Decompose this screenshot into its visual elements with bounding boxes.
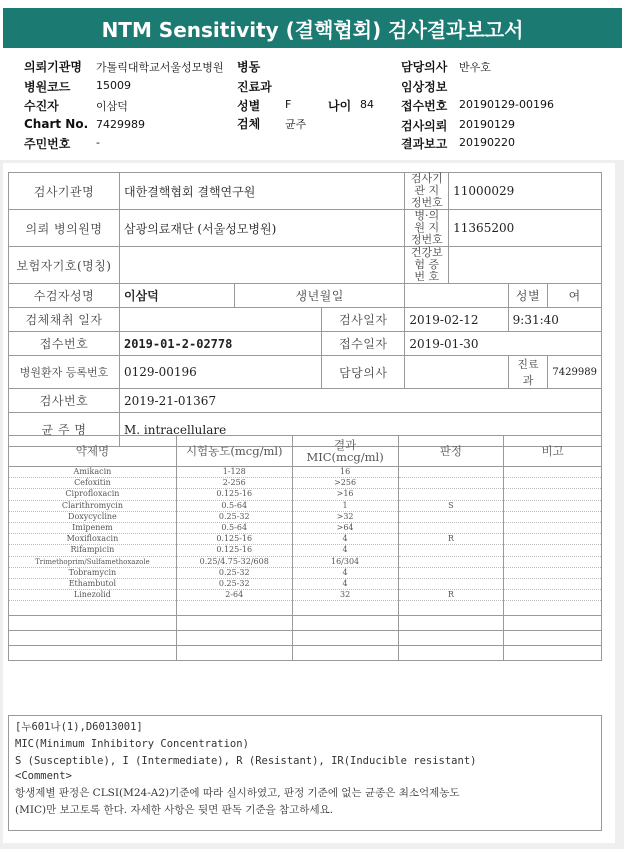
lab-name-value: 대한결핵협회 결핵연구원 (119, 173, 404, 210)
blank-cell (292, 616, 398, 631)
collector-value: 이삼덕 (96, 100, 128, 113)
request-date: 20190129 (459, 118, 515, 131)
notes-comment-line2: (MIC)만 보고토록 한다. 자세한 사항은 뒷면 판독 기준을 참고하세요. (15, 804, 334, 816)
dept-label: 진료과 (508, 356, 548, 389)
age-value: 84 (360, 98, 374, 111)
remark (504, 500, 602, 511)
drug-row (9, 534, 602, 545)
notes-box (8, 715, 602, 831)
notes-code: [누601나(1),D6013001] (15, 721, 143, 733)
strain-value: M. intracellulare (119, 413, 601, 447)
lab-name-label: 검사기관명 (9, 173, 120, 210)
drug-name: Amikacin (9, 467, 177, 478)
test-range: 0.125-16 (176, 545, 292, 556)
mic-header (292, 436, 398, 467)
test-range: 0.5-64 (176, 522, 292, 533)
hospital-code-value: 15009 (96, 79, 131, 92)
drug-name: Ethambutol (9, 578, 177, 589)
mic-header-bottom: MIC(mcg/ml) (306, 450, 384, 464)
mic-value: >32 (292, 511, 398, 522)
mic-value: >256 (292, 478, 398, 489)
blank-row (9, 646, 602, 661)
blank-cell (176, 631, 292, 646)
mic-value: 32 (292, 590, 398, 601)
hospital-code-label: 병원코드 (24, 80, 71, 94)
blank-cell (9, 646, 177, 661)
patient-info-table (8, 172, 602, 447)
drug-row (9, 511, 602, 522)
test-no-value: 2019-21-01367 (119, 389, 601, 413)
notes-comment-label: <Comment> (15, 770, 72, 782)
mic-value: >64 (292, 522, 398, 533)
patient-reg-value: 0129-00196 (119, 356, 321, 389)
remark (504, 534, 602, 545)
mic-value: 4 (292, 545, 398, 556)
drug-name: Imipenem (9, 522, 177, 533)
report-title: NTM Sensitivity (결핵협회) 검사결과보고서 (3, 8, 622, 48)
interpretation (398, 489, 504, 500)
drug-name: Cefoxitin (9, 478, 177, 489)
drug-row (9, 467, 602, 478)
mic-value: 16 (292, 467, 398, 478)
blank-cell (504, 601, 602, 616)
range-header: 시험농도(mcg/ml) (176, 436, 292, 467)
insured-label: 보험자기호(명칭) (9, 247, 120, 284)
interpretation: R (398, 534, 504, 545)
drug-name: Tobramycin (9, 567, 177, 578)
remark (504, 522, 602, 533)
mic-value: >16 (292, 489, 398, 500)
report-header (0, 50, 624, 160)
notes-legend: S (Susceptible), I (Intermediate), R (Resistant), IR(Inducible resistant) (15, 755, 477, 767)
drug-row (9, 500, 602, 511)
test-range: 0.25-32 (176, 578, 292, 589)
hospital-designation-value: 11365200 (449, 210, 602, 247)
interpretation (398, 545, 504, 556)
remark (504, 545, 602, 556)
lab-designation-label: 검사기관 지정번호 (405, 173, 449, 210)
dept-value: 7429989 (548, 356, 602, 389)
insured-value (119, 247, 404, 284)
resident-no-value: - (96, 136, 100, 149)
receipt-no-label: 접수번호 (401, 99, 448, 113)
remark (504, 578, 602, 589)
patient-reg-label: 병원환자 등록번호 (9, 356, 120, 389)
drug-sensitivity-table (8, 435, 602, 661)
remark (504, 511, 602, 522)
interpretation (398, 522, 504, 533)
blank-row (9, 631, 602, 646)
drug-row (9, 489, 602, 500)
hospital-designation-label: 병·의원 지정번호 (405, 210, 449, 247)
health-insurance-value (449, 247, 602, 284)
mic-value: 4 (292, 567, 398, 578)
drug-name: Linezolid (9, 590, 177, 601)
blank-cell (9, 601, 177, 616)
specimen-label: 검체 (237, 117, 261, 131)
strain-label: 균 주 명 (9, 413, 120, 447)
drug-row (9, 522, 602, 533)
collection-date-value (119, 308, 321, 332)
blank-cell (9, 631, 177, 646)
sex-value-cell: 여 (548, 284, 602, 308)
doctor-value: 반우호 (459, 61, 491, 74)
blank-cell (504, 616, 602, 631)
drug-row (9, 567, 602, 578)
blank-cell (176, 646, 292, 661)
department-label: 진료과 (237, 80, 272, 94)
doctor-label: 담당의사 (401, 60, 448, 74)
mic-value: 16/304 (292, 556, 398, 567)
interpretation (398, 511, 504, 522)
drug-row (9, 478, 602, 489)
chart-no-label: Chart No. (24, 117, 89, 131)
drug-row (9, 578, 602, 589)
blank-cell (398, 616, 504, 631)
birth-value (405, 284, 508, 308)
blank-cell (398, 601, 504, 616)
receipt-date-label: 접수일자 (322, 332, 405, 356)
blank-cell (176, 616, 292, 631)
drug-name: Clarithromycin (9, 500, 177, 511)
remark (504, 590, 602, 601)
report-date: 20190220 (459, 136, 515, 149)
test-range: 0.125-16 (176, 489, 292, 500)
resident-no-label: 주민번호 (24, 137, 71, 151)
sex-label-cell: 성별 (508, 284, 548, 308)
interpretation (398, 578, 504, 589)
test-range: 1-128 (176, 467, 292, 478)
blank-row (9, 601, 602, 616)
drug-row (9, 545, 602, 556)
drug-name: Ciprofloxacin (9, 489, 177, 500)
mic-value: 4 (292, 578, 398, 589)
receipt-no-value: 20190129-00196 (459, 98, 554, 111)
test-range: 0.25-32 (176, 567, 292, 578)
test-date-value: 2019-02-12 (405, 308, 508, 332)
receipt-date-value: 2019-01-30 (405, 332, 602, 356)
interp-header: 판정 (398, 436, 504, 467)
requesting-hospital-value: 삼광의료재단 (서울성모병원) (119, 210, 404, 247)
drug-row (9, 590, 602, 601)
clinical-label: 임상정보 (401, 80, 448, 94)
notes-mic-definition: MIC(Minimum Inhibitory Concentration) (15, 738, 249, 750)
institution-value: 가톨릭대학교서울성모병원 (96, 61, 224, 74)
blank-cell (504, 631, 602, 646)
collection-date-label: 검체채취 일자 (9, 308, 120, 332)
report-label: 결과보고 (401, 137, 448, 151)
drug-name: Trimethoprim/Sulfamethoxazole (9, 556, 177, 567)
drug-name: Moxifloxacin (9, 534, 177, 545)
patient-name-label: 수검자성명 (9, 284, 120, 308)
blank-cell (398, 646, 504, 661)
test-no-label: 검사번호 (9, 389, 120, 413)
blank-row (9, 616, 602, 631)
requesting-hospital-label: 의뢰 병의원명 (9, 210, 120, 247)
birth-label: 생년월일 (235, 284, 405, 308)
interpretation (398, 467, 504, 478)
test-range: 2-256 (176, 478, 292, 489)
age-label: 나이 (328, 99, 352, 113)
blank-cell (292, 646, 398, 661)
ward-label: 병동 (237, 60, 261, 74)
doctor-label-cell: 담당의사 (322, 356, 405, 389)
receipt-no-label-cell: 접수번호 (9, 332, 120, 356)
test-range: 0.125-16 (176, 534, 292, 545)
collector-label: 수진자 (24, 99, 59, 113)
test-range: 0.25/4.75-32/608 (176, 556, 292, 567)
drug-header: 약제명 (9, 436, 177, 467)
remark (504, 567, 602, 578)
interpretation (398, 556, 504, 567)
institution-label: 의뢰기관명 (24, 60, 82, 74)
patient-name-value: 이삼덕 (119, 284, 234, 308)
doctor-value-cell (405, 356, 508, 389)
mic-header-top: 결과 (333, 438, 357, 452)
lab-designation-value: 11000029 (449, 173, 602, 210)
receipt-no-value-cell: 2019-01-2-02778 (119, 332, 321, 356)
interpretation: S (398, 500, 504, 511)
test-range: 0.5-64 (176, 500, 292, 511)
remark (504, 467, 602, 478)
remark (504, 489, 602, 500)
drug-row (9, 556, 602, 567)
notes-comment-line1: 항생제별 판정은 CLSI(M24-A2)기준에 따라 실시하였고, 판정 기준에 없는 균종은 최소억제농도 (15, 787, 460, 799)
blank-cell (9, 616, 177, 631)
blank-cell (176, 601, 292, 616)
sex-value: F (285, 98, 292, 111)
drug-name: Rifampicin (9, 545, 177, 556)
blank-cell (398, 631, 504, 646)
blank-cell (292, 631, 398, 646)
test-date-label: 검사일자 (322, 308, 405, 332)
blank-cell (292, 601, 398, 616)
interpretation (398, 567, 504, 578)
interpretation (398, 478, 504, 489)
specimen-value: 균주 (285, 118, 307, 131)
health-insurance-label: 건강보험 증 번 호 (405, 247, 449, 284)
remark (504, 556, 602, 567)
request-label: 검사의뢰 (401, 119, 448, 133)
test-range: 2-64 (176, 590, 292, 601)
mic-value: 1 (292, 500, 398, 511)
blank-cell (504, 646, 602, 661)
test-time-value: 9:31:40 (508, 308, 601, 332)
interpretation: R (398, 590, 504, 601)
chart-no-value: 7429989 (96, 118, 145, 131)
note-header: 비고 (504, 436, 602, 467)
sex-label: 성별 (237, 99, 261, 113)
test-range: 0.25-32 (176, 511, 292, 522)
remark (504, 478, 602, 489)
drug-name: Doxycycline (9, 511, 177, 522)
mic-value: 4 (292, 534, 398, 545)
